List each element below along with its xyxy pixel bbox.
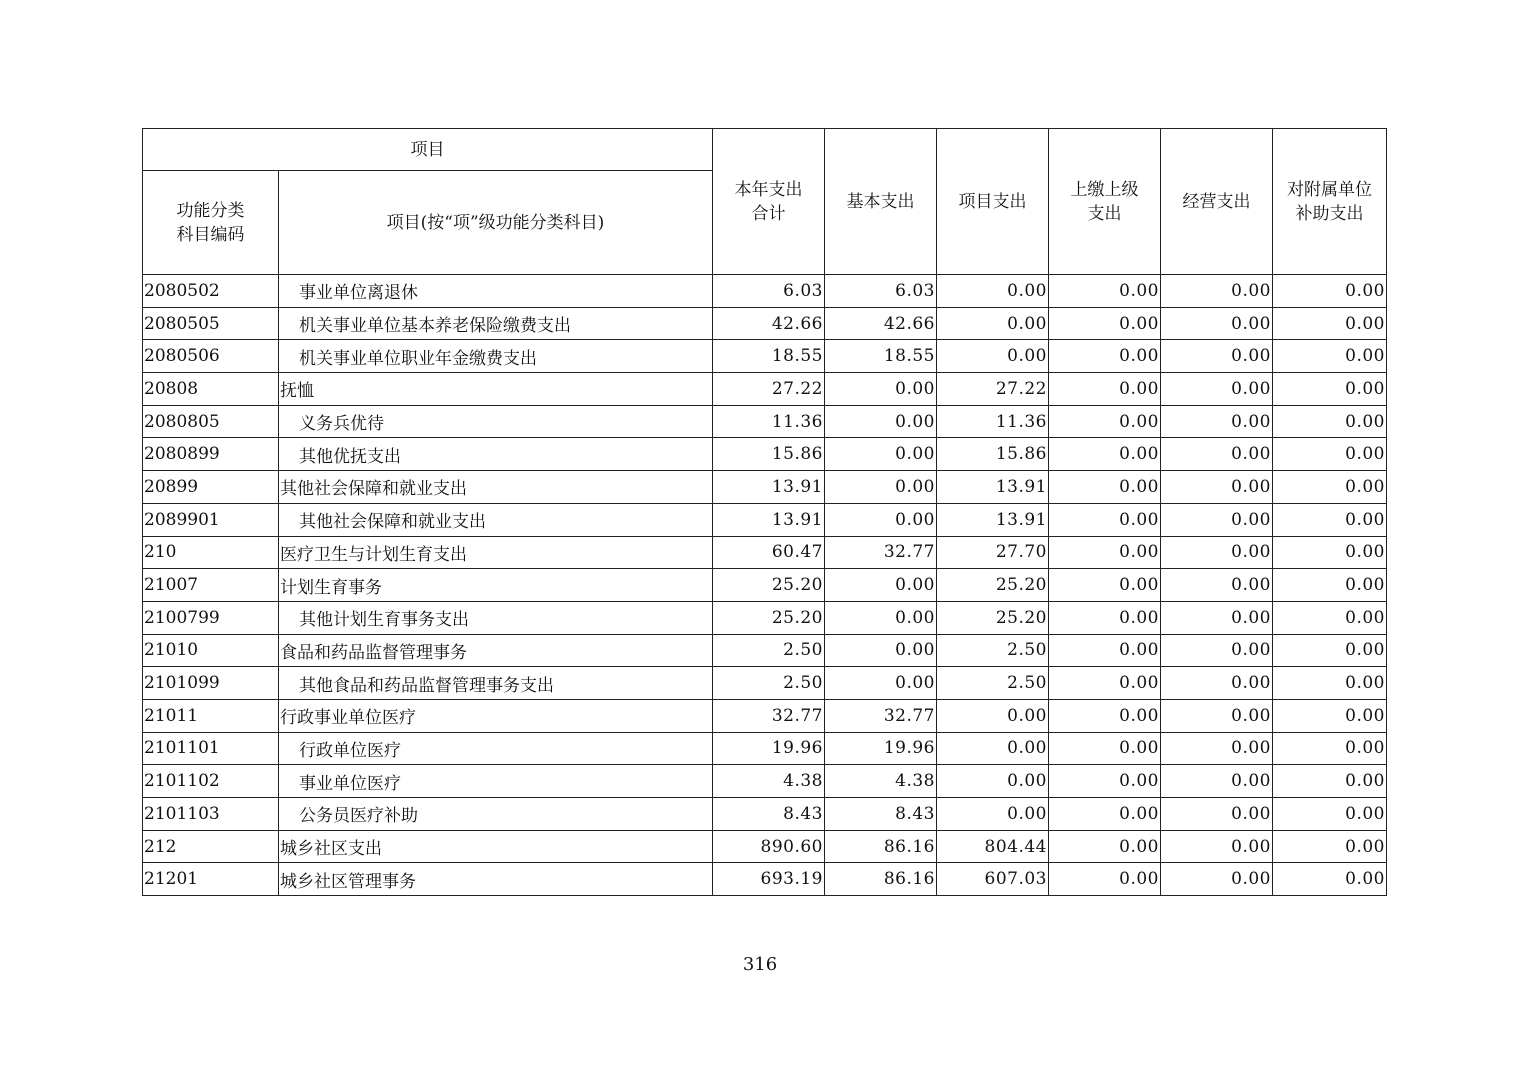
row-name: 行政事业单位医疗	[279, 699, 713, 732]
row-project: 0.00	[937, 798, 1049, 831]
row-code: 21010	[143, 634, 279, 667]
row-name: 食品和药品监督管理事务	[279, 634, 713, 667]
row-business: 0.00	[1161, 732, 1273, 765]
row-code: 20899	[143, 471, 279, 504]
row-basic: 6.03	[825, 275, 937, 308]
table-row	[143, 405, 1387, 438]
row-upper: 0.00	[1049, 601, 1161, 634]
row-upper: 0.00	[1049, 634, 1161, 667]
row-name: 其他社会保障和就业支出	[279, 503, 713, 536]
row-upper: 0.00	[1049, 373, 1161, 406]
row-project: 25.20	[937, 569, 1049, 602]
table-row	[143, 275, 1387, 308]
row-business: 0.00	[1161, 830, 1273, 863]
row-basic: 42.66	[825, 307, 937, 340]
row-upper: 0.00	[1049, 830, 1161, 863]
row-project: 607.03	[937, 863, 1049, 896]
row-total: 27.22	[713, 373, 825, 406]
row-project: 804.44	[937, 830, 1049, 863]
table-row	[143, 373, 1387, 406]
row-basic: 4.38	[825, 765, 937, 798]
header-group-item: 项目	[143, 129, 713, 171]
row-total: 2.50	[713, 634, 825, 667]
table-row	[143, 634, 1387, 667]
row-business: 0.00	[1161, 307, 1273, 340]
row-project: 0.00	[937, 275, 1049, 308]
row-basic: 0.00	[825, 601, 937, 634]
row-subsidy: 0.00	[1273, 536, 1387, 569]
row-business: 0.00	[1161, 699, 1273, 732]
row-subsidy: 0.00	[1273, 863, 1387, 896]
row-basic: 0.00	[825, 373, 937, 406]
row-code: 2080506	[143, 340, 279, 373]
table-body	[143, 275, 1387, 896]
row-upper: 0.00	[1049, 438, 1161, 471]
row-upper: 0.00	[1049, 275, 1161, 308]
row-project: 13.91	[937, 503, 1049, 536]
table-row	[143, 765, 1387, 798]
row-project: 25.20	[937, 601, 1049, 634]
row-business: 0.00	[1161, 340, 1273, 373]
header-code: 功能分类 科目编码	[143, 171, 279, 275]
table-row	[143, 438, 1387, 471]
row-subsidy: 0.00	[1273, 307, 1387, 340]
row-project: 2.50	[937, 634, 1049, 667]
row-basic: 18.55	[825, 340, 937, 373]
table-row	[143, 863, 1387, 896]
row-code: 2080502	[143, 275, 279, 308]
table-row	[143, 798, 1387, 831]
table-row	[143, 699, 1387, 732]
row-total: 60.47	[713, 536, 825, 569]
row-project: 15.86	[937, 438, 1049, 471]
row-name: 城乡社区管理事务	[279, 863, 713, 896]
row-business: 0.00	[1161, 569, 1273, 602]
row-basic: 86.16	[825, 830, 937, 863]
row-basic: 86.16	[825, 863, 937, 896]
table-row	[143, 667, 1387, 700]
row-business: 0.00	[1161, 438, 1273, 471]
row-basic: 0.00	[825, 471, 937, 504]
row-code: 2101099	[143, 667, 279, 700]
row-upper: 0.00	[1049, 569, 1161, 602]
row-total: 13.91	[713, 503, 825, 536]
row-name: 其他计划生育事务支出	[279, 601, 713, 634]
row-name: 事业单位医疗	[279, 765, 713, 798]
row-total: 32.77	[713, 699, 825, 732]
row-subsidy: 0.00	[1273, 634, 1387, 667]
row-upper: 0.00	[1049, 471, 1161, 504]
row-total: 19.96	[713, 732, 825, 765]
budget-expenditure-table	[142, 128, 1387, 896]
row-total: 25.20	[713, 601, 825, 634]
row-total: 42.66	[713, 307, 825, 340]
row-upper: 0.00	[1049, 765, 1161, 798]
header-total: 本年支出 合计	[713, 129, 825, 275]
row-project: 27.22	[937, 373, 1049, 406]
row-business: 0.00	[1161, 405, 1273, 438]
row-project: 0.00	[937, 732, 1049, 765]
row-basic: 0.00	[825, 438, 937, 471]
table-row	[143, 601, 1387, 634]
row-code: 2100799	[143, 601, 279, 634]
row-business: 0.00	[1161, 373, 1273, 406]
row-upper: 0.00	[1049, 863, 1161, 896]
row-subsidy: 0.00	[1273, 830, 1387, 863]
row-total: 25.20	[713, 569, 825, 602]
row-business: 0.00	[1161, 634, 1273, 667]
row-subsidy: 0.00	[1273, 340, 1387, 373]
row-total: 8.43	[713, 798, 825, 831]
row-subsidy: 0.00	[1273, 373, 1387, 406]
row-project: 11.36	[937, 405, 1049, 438]
row-business: 0.00	[1161, 471, 1273, 504]
row-code: 2101101	[143, 732, 279, 765]
row-basic: 19.96	[825, 732, 937, 765]
header-subsidy: 对附属单位 补助支出	[1273, 129, 1387, 275]
row-business: 0.00	[1161, 536, 1273, 569]
row-subsidy: 0.00	[1273, 275, 1387, 308]
header-name: 项目(按“项”级功能分类科目)	[279, 171, 713, 275]
row-subsidy: 0.00	[1273, 471, 1387, 504]
row-upper: 0.00	[1049, 699, 1161, 732]
row-business: 0.00	[1161, 863, 1273, 896]
row-upper: 0.00	[1049, 405, 1161, 438]
row-name: 机关事业单位职业年金缴费支出	[279, 340, 713, 373]
row-subsidy: 0.00	[1273, 765, 1387, 798]
row-code: 21201	[143, 863, 279, 896]
row-business: 0.00	[1161, 601, 1273, 634]
row-total: 693.19	[713, 863, 825, 896]
row-business: 0.00	[1161, 667, 1273, 700]
row-name: 义务兵优待	[279, 405, 713, 438]
row-total: 2.50	[713, 667, 825, 700]
table-row	[143, 307, 1387, 340]
row-upper: 0.00	[1049, 732, 1161, 765]
table-row	[143, 471, 1387, 504]
row-code: 21007	[143, 569, 279, 602]
row-project: 27.70	[937, 536, 1049, 569]
row-business: 0.00	[1161, 275, 1273, 308]
row-code: 2080505	[143, 307, 279, 340]
row-name: 其他食品和药品监督管理事务支出	[279, 667, 713, 700]
row-subsidy: 0.00	[1273, 503, 1387, 536]
row-name: 行政单位医疗	[279, 732, 713, 765]
row-subsidy: 0.00	[1273, 438, 1387, 471]
page-number: 316	[742, 954, 778, 975]
row-name: 事业单位离退休	[279, 275, 713, 308]
row-upper: 0.00	[1049, 667, 1161, 700]
row-name: 机关事业单位基本养老保险缴费支出	[279, 307, 713, 340]
header-project: 项目支出	[937, 129, 1049, 275]
row-subsidy: 0.00	[1273, 601, 1387, 634]
row-name: 其他社会保障和就业支出	[279, 471, 713, 504]
header-business: 经营支出	[1161, 129, 1273, 275]
row-subsidy: 0.00	[1273, 569, 1387, 602]
row-subsidy: 0.00	[1273, 798, 1387, 831]
row-total: 13.91	[713, 471, 825, 504]
row-business: 0.00	[1161, 503, 1273, 536]
row-project: 0.00	[937, 765, 1049, 798]
row-subsidy: 0.00	[1273, 699, 1387, 732]
row-code: 2089901	[143, 503, 279, 536]
row-code: 2080805	[143, 405, 279, 438]
table-row	[143, 569, 1387, 602]
row-name: 医疗卫生与计划生育支出	[279, 536, 713, 569]
row-basic: 0.00	[825, 405, 937, 438]
row-upper: 0.00	[1049, 307, 1161, 340]
row-code: 20808	[143, 373, 279, 406]
row-basic: 32.77	[825, 699, 937, 732]
row-basic: 0.00	[825, 634, 937, 667]
row-code: 2101103	[143, 798, 279, 831]
row-basic: 32.77	[825, 536, 937, 569]
row-total: 15.86	[713, 438, 825, 471]
table-row	[143, 503, 1387, 536]
row-total: 18.55	[713, 340, 825, 373]
row-subsidy: 0.00	[1273, 667, 1387, 700]
row-business: 0.00	[1161, 765, 1273, 798]
row-upper: 0.00	[1049, 340, 1161, 373]
row-name: 城乡社区支出	[279, 830, 713, 863]
row-project: 0.00	[937, 340, 1049, 373]
row-total: 890.60	[713, 830, 825, 863]
row-total: 6.03	[713, 275, 825, 308]
row-project: 13.91	[937, 471, 1049, 504]
row-code: 2101102	[143, 765, 279, 798]
row-code: 2080899	[143, 438, 279, 471]
table-row	[143, 732, 1387, 765]
row-code: 21011	[143, 699, 279, 732]
row-code: 212	[143, 830, 279, 863]
row-basic: 0.00	[825, 569, 937, 602]
row-name: 计划生育事务	[279, 569, 713, 602]
row-subsidy: 0.00	[1273, 732, 1387, 765]
row-total: 4.38	[713, 765, 825, 798]
table-row	[143, 340, 1387, 373]
table-row	[143, 830, 1387, 863]
row-basic: 0.00	[825, 503, 937, 536]
row-name: 公务员医疗补助	[279, 798, 713, 831]
row-name: 其他优抚支出	[279, 438, 713, 471]
row-upper: 0.00	[1049, 798, 1161, 831]
row-project: 2.50	[937, 667, 1049, 700]
row-business: 0.00	[1161, 798, 1273, 831]
row-project: 0.00	[937, 307, 1049, 340]
row-basic: 0.00	[825, 667, 937, 700]
row-total: 11.36	[713, 405, 825, 438]
row-upper: 0.00	[1049, 503, 1161, 536]
row-subsidy: 0.00	[1273, 405, 1387, 438]
row-code: 210	[143, 536, 279, 569]
table-row	[143, 536, 1387, 569]
row-basic: 8.43	[825, 798, 937, 831]
header-upper: 上缴上级 支出	[1049, 129, 1161, 275]
header-basic: 基本支出	[825, 129, 937, 275]
row-upper: 0.00	[1049, 536, 1161, 569]
row-name: 抚恤	[279, 373, 713, 406]
row-project: 0.00	[937, 699, 1049, 732]
